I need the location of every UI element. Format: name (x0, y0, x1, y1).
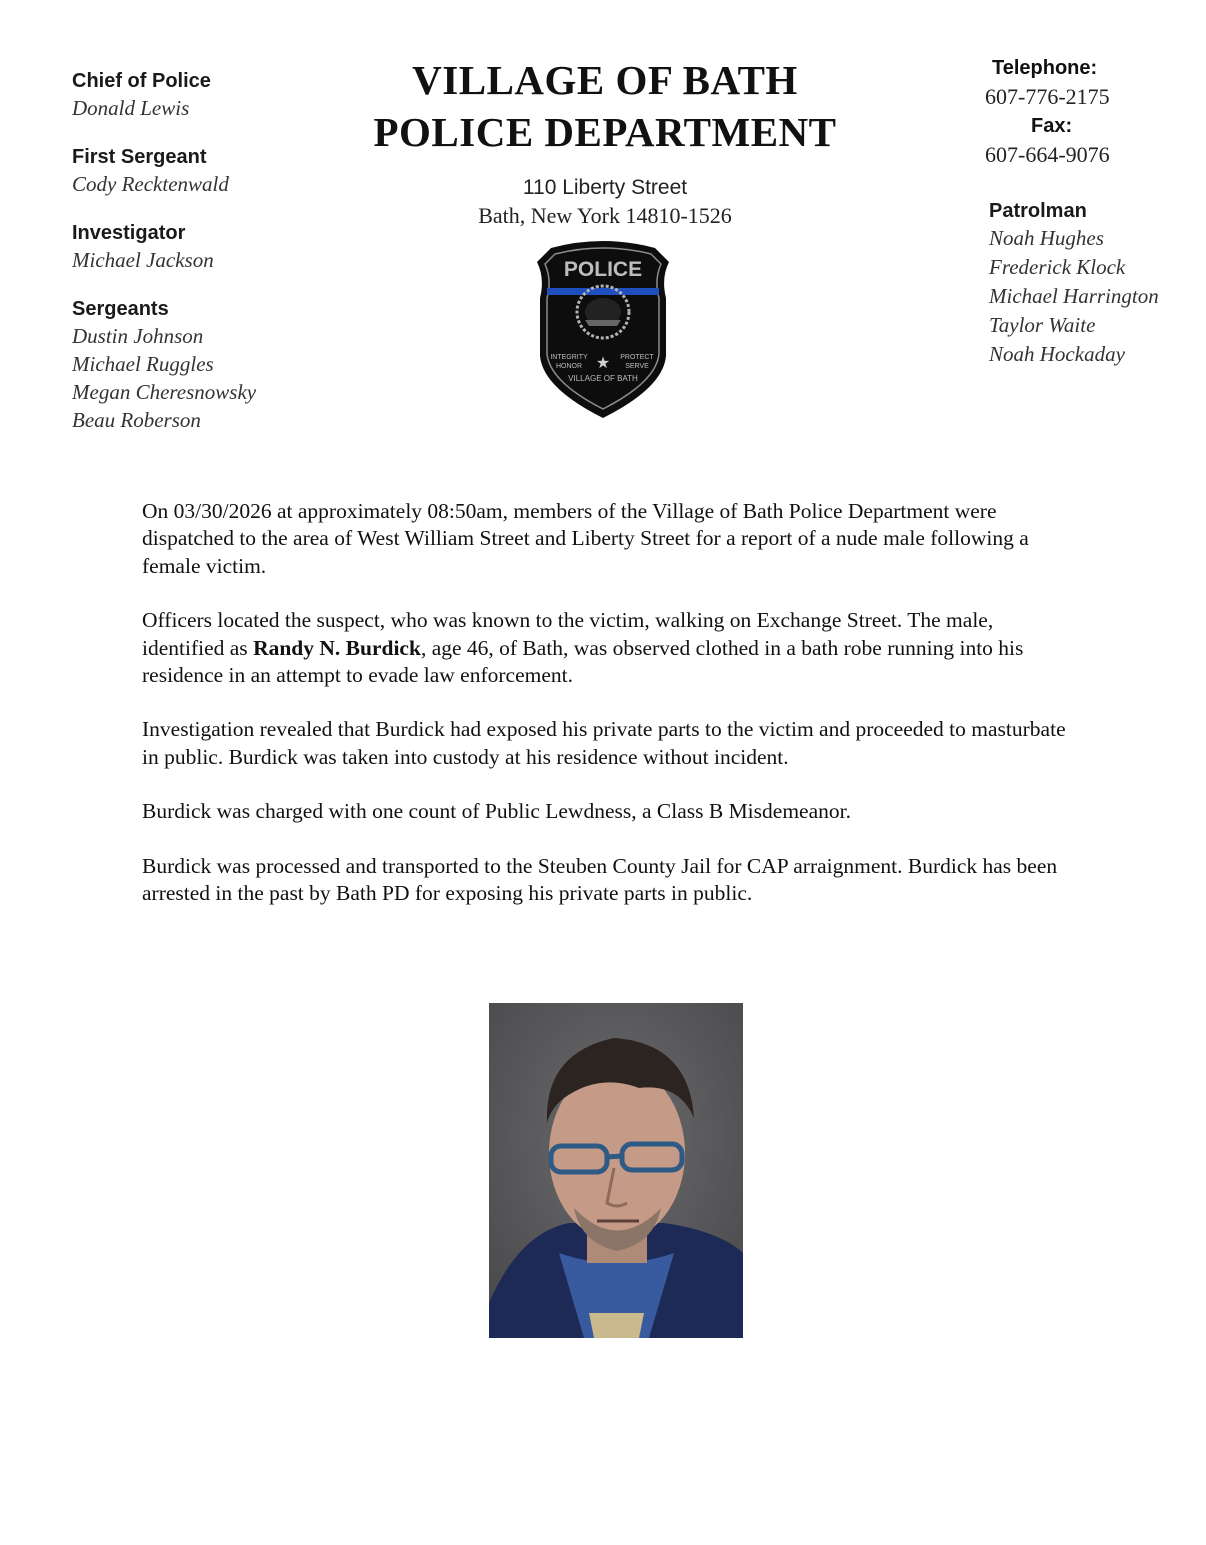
badge-star-icon: ★ (595, 353, 611, 372)
staff-name: Frederick Klock (989, 255, 1126, 279)
staff-name: Michael Ruggles (72, 352, 214, 376)
fax-label: Fax: (1031, 115, 1073, 137)
booking-photo (489, 1003, 743, 1338)
staff-list-left (72, 68, 372, 456)
paragraph-incident: On 03/30/2026 at approximately 08:50am, members of the Village of Bath Police Department were dispatched to the area of West William Street and Liberty Street for a report of a nude male following a female victim. (142, 499, 1029, 578)
role-label: First Sergeant (72, 146, 207, 168)
staff-name: Noah Hockaday (989, 342, 1125, 366)
role-label: Chief of Police (72, 70, 211, 92)
badge-motto-left-1: INTEGRITY (550, 354, 588, 361)
staff-name: Noah Hughes (989, 226, 1104, 250)
badge-motto-right-1: PROTECT (620, 354, 654, 361)
staff-group-chief (72, 68, 372, 122)
staff-name: Beau Roberson (72, 408, 201, 432)
contact-and-patrol (985, 54, 1200, 369)
role-label: Investigator (72, 222, 186, 244)
staff-name: Cody Recktenwald (72, 172, 229, 196)
paragraph-suspect (142, 607, 1072, 689)
police-badge-icon (533, 238, 673, 420)
badge-blue-stripe (547, 288, 659, 295)
department-title-line2: POLICE DEPARTMENT (373, 109, 837, 155)
staff-group-sergeants (72, 296, 372, 434)
press-release-body (142, 498, 1072, 934)
suspect-name: Randy N. Burdick (253, 635, 421, 660)
staff-group-patrolman (985, 198, 1200, 369)
letterhead (340, 54, 870, 230)
badge-motto-left-2: HONOR (555, 363, 583, 370)
role-label: Patrolman (989, 200, 1087, 222)
telephone-label: Telephone: (992, 57, 1098, 79)
text-segment: , age 46, of Bath, was observed clothed in a bath robe running into his residence in an attempt to evade law enforcement. (142, 635, 1024, 688)
department-title-line1: VILLAGE OF BATH (412, 57, 798, 103)
photo-undershirt (589, 1313, 644, 1338)
text-segment: Officers located the suspect, who was known to the victim, walking on Exchange Street. The male, identified as (142, 608, 994, 660)
staff-name: Taylor Waite (989, 313, 1096, 337)
address-street: 110 Liberty Street (522, 176, 688, 199)
badge-emblem-boat (585, 320, 621, 326)
role-label: Sergeants (72, 298, 169, 320)
photo-glasses-bridge (607, 1156, 622, 1157)
staff-name: Dustin Johnson (72, 324, 204, 348)
fax-number: 607-664-9076 (985, 142, 1110, 167)
staff-name: Donald Lewis (72, 96, 190, 120)
staff-group-investigator (72, 220, 372, 274)
staff-name: Michael Harrington (989, 284, 1159, 308)
badge-motto-right-2: SERVE (625, 363, 649, 370)
address-city: Bath, New York 14810-1526 (478, 203, 732, 228)
badge-bottom-text: VILLAGE OF BATH (568, 374, 638, 383)
staff-name: Michael Jackson (72, 248, 214, 272)
paragraph-processing: Burdick was processed and transported to the Steuben County Jail for CAP arraignment. Burdick has been arrested in the past by Bath PD for exposing his private parts in public. (142, 853, 1058, 906)
badge-top-text: POLICE (563, 258, 643, 281)
telephone-number: 607-776-2175 (985, 84, 1110, 109)
paragraph-investigation: Investigation revealed that Burdick had exposed his private parts to the victim and proceeded to masturbate in public. Burdick was taken into custody at his residence without incident. (142, 717, 1066, 769)
staff-group-first-sergeant (72, 144, 372, 198)
staff-name: Megan Cheresnowsky (72, 380, 257, 404)
paragraph-charges: Burdick was charged with one count of Public Lewdness, a Class B Misdemeanor. (142, 799, 851, 824)
